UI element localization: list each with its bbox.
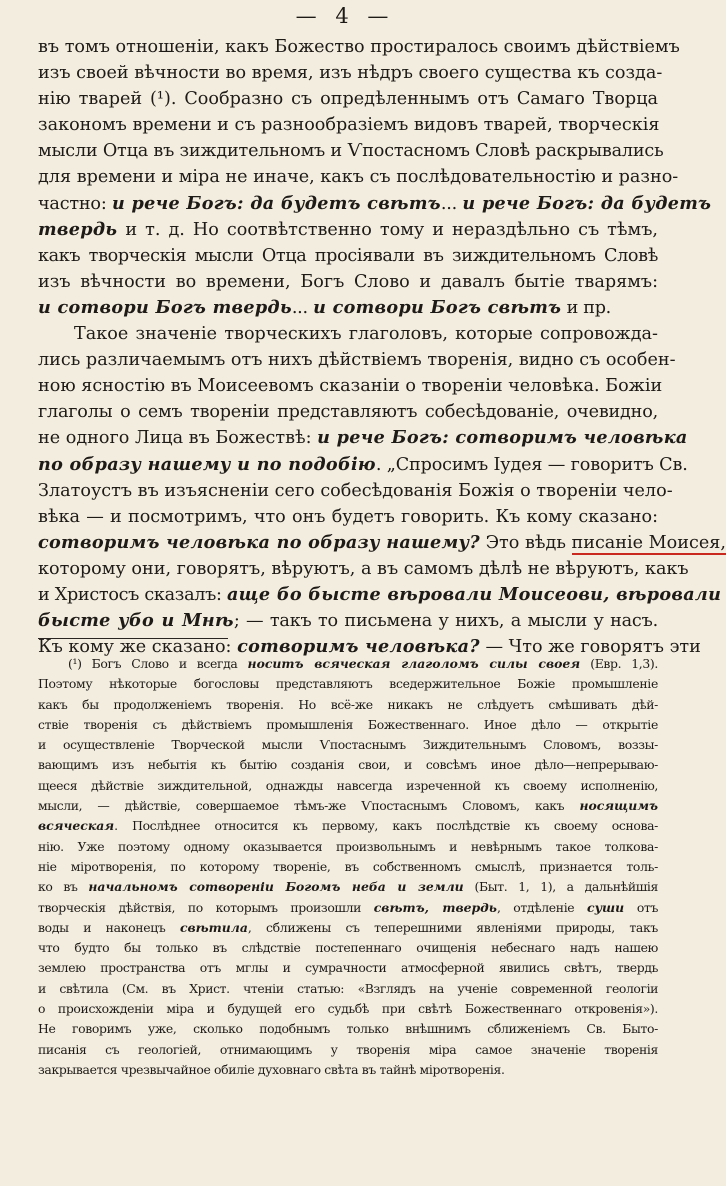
text-run: ніе міротворенія, по которому твореніе, въ собственномъ смыслѣ, признается толь- — [38, 858, 658, 874]
text-line — [38, 86, 658, 112]
italic-phrase: начальномъ сотвореніи Богомъ неба и земли — [88, 879, 464, 895]
main-text — [38, 34, 726, 660]
footnote-line — [38, 1060, 658, 1080]
italic-phrase: свѣтъ, твердь — [373, 899, 497, 915]
text-line — [38, 478, 673, 504]
text-run: мысли, — дѣйствіе, совершаемое тѣмъ-же Ѵпостаснымъ Словомъ, какъ — [38, 798, 580, 814]
footnote-line — [38, 715, 658, 735]
text-run: (¹) Богъ Слово и всегда — [68, 656, 248, 671]
footnote-line — [38, 1019, 658, 1039]
text-run: землею пространства отъ мглы и сумрачности атмосферной явились свѣтъ, твердь — [38, 960, 658, 976]
page-number: — 4 — — [295, 4, 395, 28]
footnote-line — [38, 877, 658, 897]
text-run: что будто бы только въ слѣдствіе постепеннаго очищенія небеснаго надъ нашею — [38, 940, 658, 956]
text-run: щееся дѣйствіе зиждительной, однажды навсегда изреченной къ своему исполненію, — [38, 777, 658, 793]
footnote-line — [38, 918, 658, 938]
text-line — [38, 269, 658, 295]
footnote-line — [38, 857, 658, 877]
underlined-phrase: писаніе Моисея, — [571, 532, 726, 553]
italic-phrase: сотворимъ человѣка по образу нашему? — [38, 531, 480, 553]
text-line — [38, 217, 658, 243]
text-run: для времени и міра не иначе, какъ съ послѣдовательностію и разно- — [38, 167, 679, 188]
text-run: Поэтому нѣкоторые богословы представляютъ вседержительное Божіе промышленіе — [38, 676, 658, 692]
italic-phrase: твердь — [38, 218, 118, 240]
text-line — [38, 608, 658, 634]
text-run: и пр. — [561, 297, 611, 318]
text-run: которому они, говорятъ, вѣруютъ, а въ самомъ дѣлѣ не вѣруютъ, какъ — [38, 558, 689, 579]
text-run: закрывается чрезвычайное обиліе духовнаго свѣта въ тайнѣ міротворенія. — [38, 1061, 505, 1077]
text-run: Это вѣдь — [480, 532, 572, 553]
footnote-line — [38, 898, 658, 918]
text-line — [38, 556, 689, 582]
text-line — [38, 452, 688, 478]
italic-phrase: бысте убо и Мнѣ — [38, 610, 234, 632]
text-run: Златоустъ въ изъясненіи сего собесѣдованія Божія о твореніи чело- — [38, 480, 673, 501]
text-line — [38, 60, 663, 86]
text-run: и т. д. Но соотвѣтственно тому и нераздѣльно съ тѣмъ, — [117, 219, 658, 240]
text-line — [38, 373, 663, 399]
text-run: изъ своей вѣчности во время, изъ нѣдръ своего существа къ созда- — [38, 63, 663, 84]
footnote-line — [38, 796, 658, 816]
text-run: глаголы о семъ твореніи представляютъ собесѣдованіе, очевидно, — [38, 402, 658, 423]
footnote-line — [38, 735, 658, 755]
footnote — [38, 654, 658, 1080]
text-run: нію. Уже поэтому одному оказывается произвольнымъ и невѣрнымъ такое толкова- — [38, 838, 658, 854]
text-line — [38, 295, 658, 321]
italic-phrase: суши — [587, 899, 625, 915]
footnote-line — [38, 654, 658, 674]
text-run: ною ясностію въ Моисеевомъ сказаніи о твореніи человѣка. Божіи — [38, 376, 663, 397]
footnote-line — [38, 1040, 658, 1060]
italic-phrase: всяческая — [38, 818, 115, 834]
footnote-line — [38, 776, 658, 796]
text-run: лись различаемымъ отъ нихъ дѣйствіемъ творенія, видно съ особен- — [38, 350, 676, 371]
italic-phrase: носящимъ — [579, 798, 658, 814]
text-run: (Евр. 1,3). — [580, 656, 658, 671]
footnote-line — [38, 837, 658, 857]
text-run: и осуществленіе Творческой мысли Ѵпостаснымъ Зиждительнымъ Словомъ, воззы- — [38, 737, 658, 753]
text-line — [38, 582, 722, 608]
footnote-line — [38, 979, 658, 999]
footnote-line — [38, 755, 658, 775]
text-line — [38, 191, 712, 217]
italic-phrase: носитъ всяческая глаголомъ силы своея — [247, 656, 581, 671]
text-run: какъ творческія мысли Отца просіявали въ зиждительномъ Словѣ — [38, 245, 658, 266]
text-line — [38, 399, 658, 425]
text-run: частно: — [38, 193, 112, 214]
italic-phrase: и рече Богъ: да будетъ свѣтъ — [111, 192, 441, 214]
text-run: . Послѣднее относится къ первому, какъ послѣдствіе къ своему основа- — [114, 818, 658, 834]
text-run: ... — [440, 193, 463, 214]
text-run: Къ кому же сказано: — [38, 637, 238, 658]
text-run: — Что же говорятъ эти — [479, 637, 701, 658]
footnote-line — [38, 674, 658, 694]
footnote-line — [38, 958, 658, 978]
text-run: изъ вѣчности во времени, Богъ Слово и давалъ бытіе тварямъ: — [38, 271, 658, 292]
text-line — [38, 34, 680, 60]
text-run: (Быт. 1, 1), а дальнѣйшія — [463, 879, 658, 895]
text-line — [38, 504, 658, 530]
text-run: закономъ времени и съ разнообразіемъ видовъ тварей, творческія — [38, 115, 660, 136]
text-run: нію тварей (¹). Сообразно съ опредѣленнымъ отъ Самаго Творца — [38, 89, 658, 110]
text-line — [38, 112, 658, 138]
text-run: и свѣтила (См. въ Христ. чтеніи статью: «Взглядъ на ученіе современной геологіи — [38, 980, 658, 996]
footnote-line — [38, 816, 658, 836]
text-run: и Христосъ сказалъ: — [38, 584, 227, 605]
text-line — [38, 138, 664, 164]
footnote-line — [38, 999, 658, 1019]
text-run: Такое значеніе творческихъ глаголовъ, которые сопровожда- — [74, 324, 658, 345]
text-run: какъ бы продолженіемъ творенія. Но всё-же никакъ не слѣдуетъ смѣшивать дѣй- — [38, 696, 658, 712]
italic-phrase: аще бо бысте вѣровали Моисеови, вѣровали — [226, 583, 722, 605]
italic-phrase: и сотвори Богъ свѣтъ — [313, 296, 562, 318]
text-run: , сближены съ теперешними явленіями природы, такъ — [247, 919, 658, 935]
text-run: не одного Лица въ Божествѣ: — [38, 428, 318, 449]
text-run: о происхожденіи міра и будущей его судьбѣ при свѣтѣ Божественнаго откровенія»). — [38, 1001, 658, 1017]
text-run: ствіе творенія съ дѣйствіемъ промышленія Божественнаго. Иное дѣло — открытіе — [38, 716, 658, 732]
text-run: . „Спросимъ Іудея — говоритъ Св. — [375, 454, 688, 475]
text-run: писанія съ геологіей, отнимающимъ у творенія міра самое значеніе творенія — [38, 1041, 658, 1057]
text-run: мысли Отца въ зиждительномъ и Ѵпостасномъ Словѣ раскрывались — [38, 141, 664, 162]
text-line — [38, 243, 658, 269]
text-run: ... — [291, 297, 314, 318]
text-line — [38, 425, 688, 451]
italic-phrase: по образу нашему и по подобію — [38, 453, 376, 475]
italic-phrase: и сотвори Богъ твердь — [38, 296, 292, 318]
text-run: воды и наконецъ — [38, 919, 180, 935]
text-line — [38, 321, 658, 347]
text-run: ; — такъ то письмена у нихъ, а мысли у насъ. — [233, 611, 658, 632]
italic-phrase: свѣтила — [179, 919, 248, 935]
footnote-divider — [38, 638, 228, 639]
italic-phrase: и рече Богъ: сотворимъ человѣка — [317, 427, 688, 449]
text-run: въ томъ отношеніи, какъ Божество простиралось своимъ дѣйствіемъ — [38, 37, 680, 57]
text-line — [38, 530, 726, 556]
text-run: Не говоримъ уже, сколько подобнымъ только внѣшнимъ сближеніемъ Св. Быто- — [38, 1021, 658, 1037]
italic-phrase: сотворимъ человѣка? — [237, 636, 480, 658]
text-line — [38, 347, 676, 373]
italic-phrase: и рече Богъ: да будетъ — [462, 192, 712, 214]
text-run: творческія дѣйствія, по которымъ произошли — [38, 899, 374, 915]
text-run: ко въ — [38, 879, 89, 895]
text-run: вѣка — и посмотримъ, что онъ будетъ говорить. Къ кому сказано: — [38, 506, 658, 527]
text-line — [38, 164, 679, 190]
footnote-line — [38, 695, 658, 715]
text-run: , отдѣленіе — [496, 899, 588, 915]
footnote-line — [38, 938, 658, 958]
text-run: отъ — [624, 899, 658, 915]
text-run: вающимъ изъ небытія къ бытію созданія свои, и совсѣмъ иное дѣло—непрерываю- — [38, 757, 658, 773]
